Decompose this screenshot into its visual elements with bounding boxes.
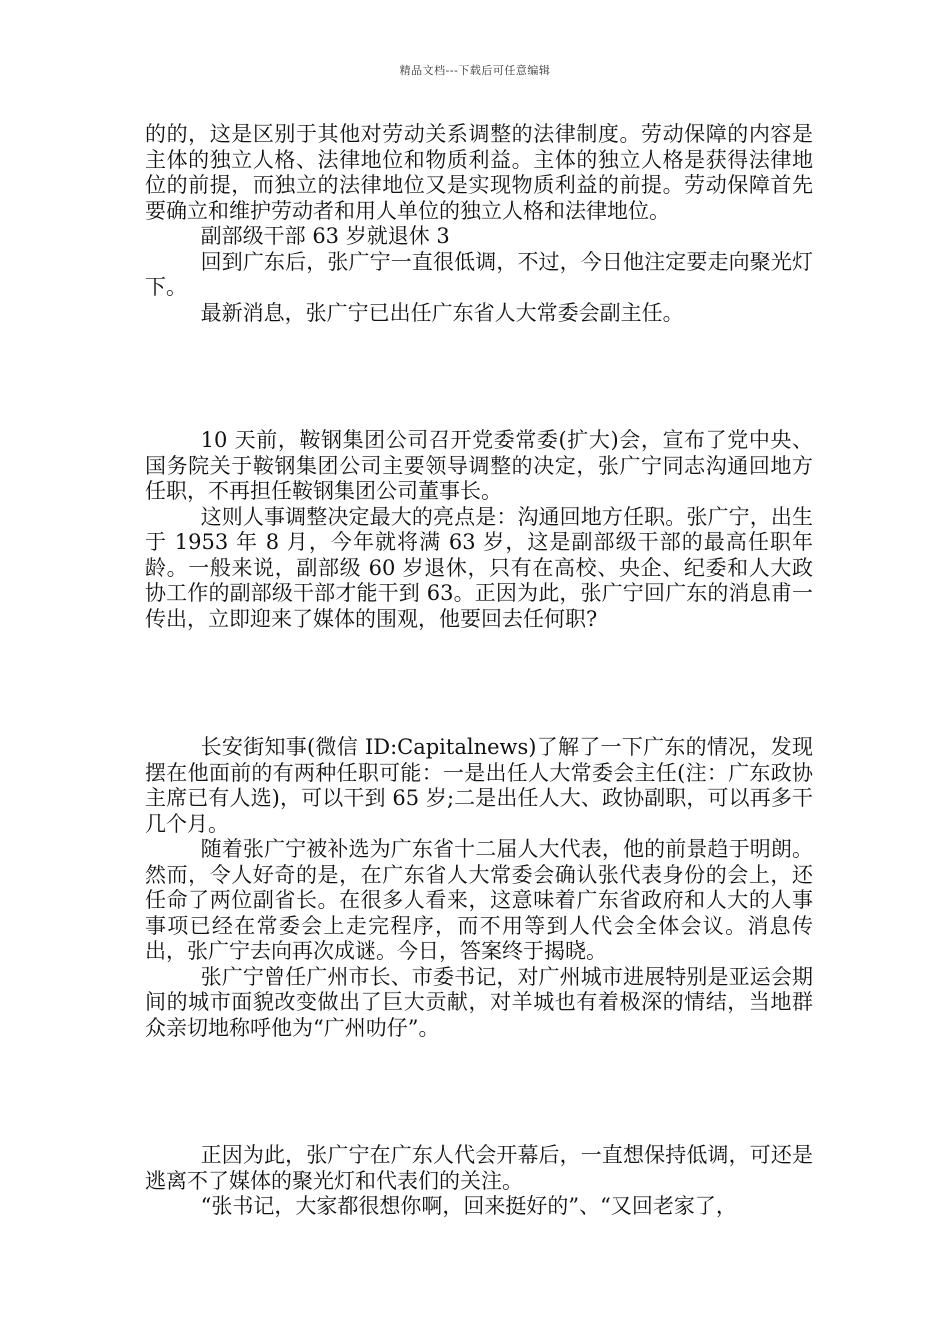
paragraph: 回到广东后，张广宁一直很低调，不过，今日他注定要走向聚光灯下。 — [145, 249, 813, 299]
paragraph: 正因为此，张广宁在广东人代会开幕后，一直想保持低调，可还是逃离不了媒体的聚光灯和代表们的关注。 — [145, 1143, 813, 1193]
blank-space — [145, 326, 813, 428]
section-heading: 副部级干部 63 岁就退休 3 — [200, 224, 450, 248]
blank-space — [145, 632, 813, 735]
paragraph: 张广宁曾任广州市长、市委书记，对广州城市进展特别是亚运会期间的城市面貌改变做出了巨大贡献，对羊城也有着极深的情结，当地群众亲切地称呼他为“广州叻仔”。 — [145, 964, 813, 1040]
paragraph: 随着张广宁被补选为广东省十二届人大代表，他的前景趋于明朗。然而，令人好奇的是，在广东省人大常委会确认张代表身份的会上，还任命了两位副省长。在很多人看来，这意味着广东省政府和人大的人事事项已经在常委会上走完程序，而不用等到人代会全体会议。消息传出，张广宁去向再次成谜。今日，答案终于揭晓。 — [145, 837, 813, 963]
paragraph: 长安街知事(微信 ID:Capitalnews)了解了一下广东的情况，发现摆在他面前的有两种任职可能：一是出任人大常委会主任(注：广东政协主席已有人选)，可以干到 65 岁;二是出任人大、政协副职，可以再多干几个月。 — [145, 735, 813, 836]
paragraph: 的的，这是区别于其他对劳动关系调整的法律制度。劳动保障的内容是主体的独立人格、法律地位和物质利益。主体的独立人格是获得法律地位的前提，而独立的法律地位又是实现物质利益的前提。劳动保障首先要确立和维护劳动者和用人单位的独立人格和法律地位。 — [145, 122, 813, 223]
page-header: 精品文档---下载后可任意编辑 — [399, 64, 551, 77]
paragraph: 最新消息，张广宁已出任广东省人大常委会副主任。 — [200, 300, 684, 325]
blank-space — [145, 1041, 813, 1143]
paragraph: “张书记，大家都很想你啊，回来挺好的”、“又回老家了， — [200, 1194, 737, 1218]
document-body — [145, 122, 813, 1220]
paragraph: 10 天前，鞍钢集团公司召开党委常委(扩大)会，宣布了党中央、国务院关于鞍钢集团公司主要领导调整的决定，张广宁同志沟通回地方任职，不再担任鞍钢集团公司董事长。 — [145, 428, 813, 503]
paragraph: 这则人事调整决定最大的亮点是：沟通回地方任职。张广宁，出生于 1953 年 8 月，今年就将满 63 岁，这是副部级干部的最高任职年龄。一般来说，副部级 60 岁退休，只有在高校、央企、纪委和人大政协工作的副部级干部才能干到 63。正因为此，张广宁回广东的消息甫一传出，立即迎来了媒体的围观，他要回去任何职? — [145, 504, 813, 631]
